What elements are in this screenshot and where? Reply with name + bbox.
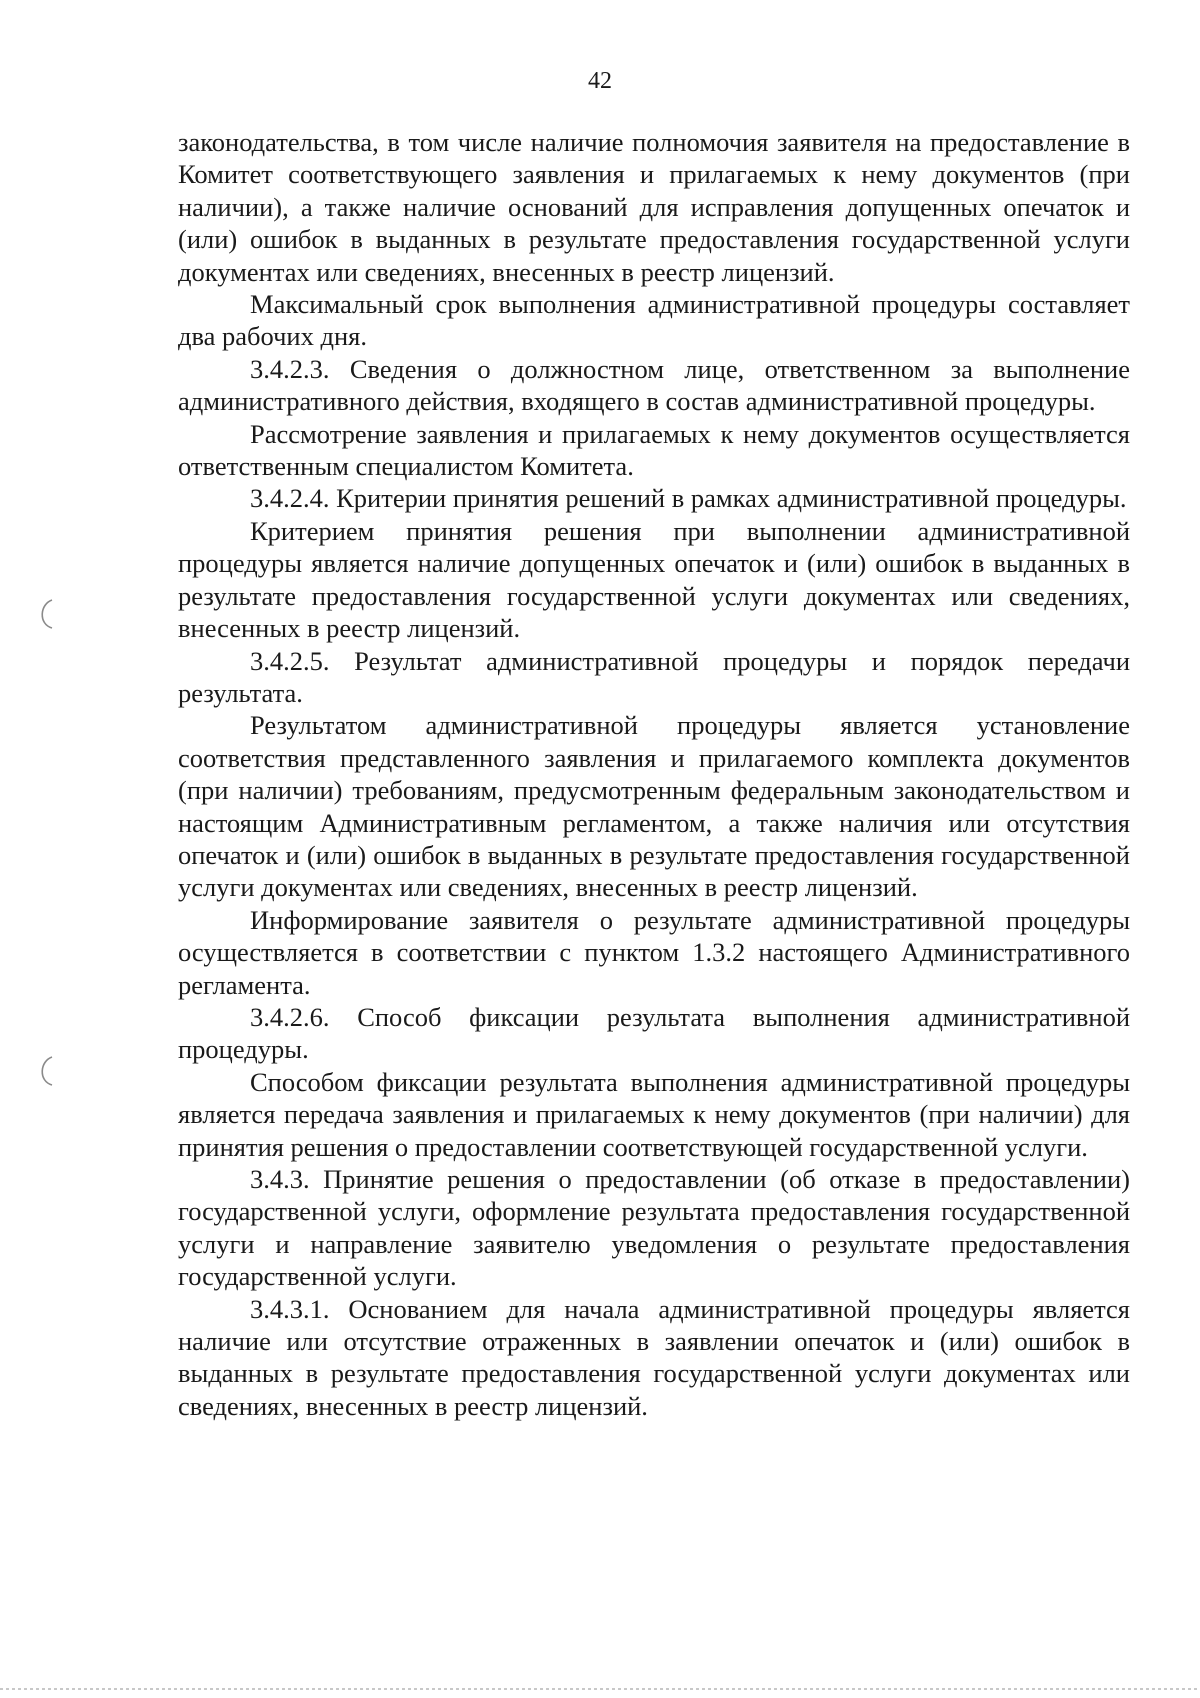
paragraph-12: 3.4.3. Принятие решения о предоставлении (об отказе в предоставлении) государственной услуги, оформление результата предоставления государственной услуги и направление заявителю уведомления о результате предоставления государственной услуги. [178, 1164, 1130, 1292]
scan-bottom-edge [0, 1688, 1200, 1690]
paragraph-2: Максимальный срок выполнения административной процедуры составляет два рабочих дня. [178, 289, 1130, 352]
paragraph-10: 3.4.2.6. Способ фиксации результата выполнения административной процедуры. [178, 1001, 1130, 1065]
paragraph-4: Рассмотрение заявления и прилагаемых к нему документов осуществляется ответственным специалистом Комитета. [178, 418, 1130, 482]
binding-hole-arc-icon [36, 598, 54, 630]
paragraph-3: 3.4.2.3. Сведения о должностном лице, ответственном за выполнение административного действия, входящего в состав административной процедуры. [178, 353, 1130, 417]
paragraph-5: 3.4.2.4. Критерии принятия решений в рамках административной процедуры. [250, 483, 1127, 514]
paragraph-11: Способом фиксации результата выполнения административной процедуры является передача заявления и прилагаемых к нему документов (при наличии) для принятия решения о предоставлении соответствующей государственной услуги. [178, 1066, 1130, 1162]
binding-hole-mark-top [36, 598, 54, 630]
binding-hole-arc-icon [36, 1055, 54, 1087]
binding-hole-mark-bottom [36, 1055, 54, 1087]
paragraph-9: Информирование заявителя о результате административной процедуры осуществляется в соответствии с пунктом 1.3.2 настоящего Административного регламента. [178, 904, 1130, 1000]
paragraph-8: Результатом административной процедуры является установление соответствия представленного заявления и прилагаемого комплекта документов (при наличии) требованиям, предусмотренным федеральным законодательством и настоящим Административным регламентом, а также наличия или отсутствия опечаток и (или) ошибок в выданных в результате предоставления государственной услуги документах или сведениях, внесенных в реестр лицензий. [178, 710, 1130, 903]
page-number: 42 [588, 68, 612, 94]
paragraph-7: 3.4.2.5. Результат административной процедуры и порядок передачи результата. [178, 645, 1130, 708]
paragraph-13: 3.4.3.1. Основанием для начала административной процедуры является наличие или отсутствие отраженных в заявлении опечаток и (или) ошибок в выданных в результате предоставления государственной услуги документах или сведениях, внесенных в реестр лицензий. [178, 1293, 1130, 1421]
paragraph-6: Критерием принятия решения при выполнении административной процедуры является наличие допущенных опечаток и (или) ошибок в выданных в результате предоставления государственной услуги документах или сведениях, внесенных в реестр лицензий. [178, 515, 1130, 644]
document-body [178, 126, 1130, 1422]
paragraph-1: законодательства, в том числе наличие полномочия заявителя на предоставление в Комитет соответствующего заявления и прилагаемых к нему документов (при наличии), а также наличие оснований для исправления допущенных опечаток и (или) ошибок в выданных в результате предоставления государственной услуги документах или сведениях, внесенных в реестр лицензий. [178, 127, 1130, 287]
